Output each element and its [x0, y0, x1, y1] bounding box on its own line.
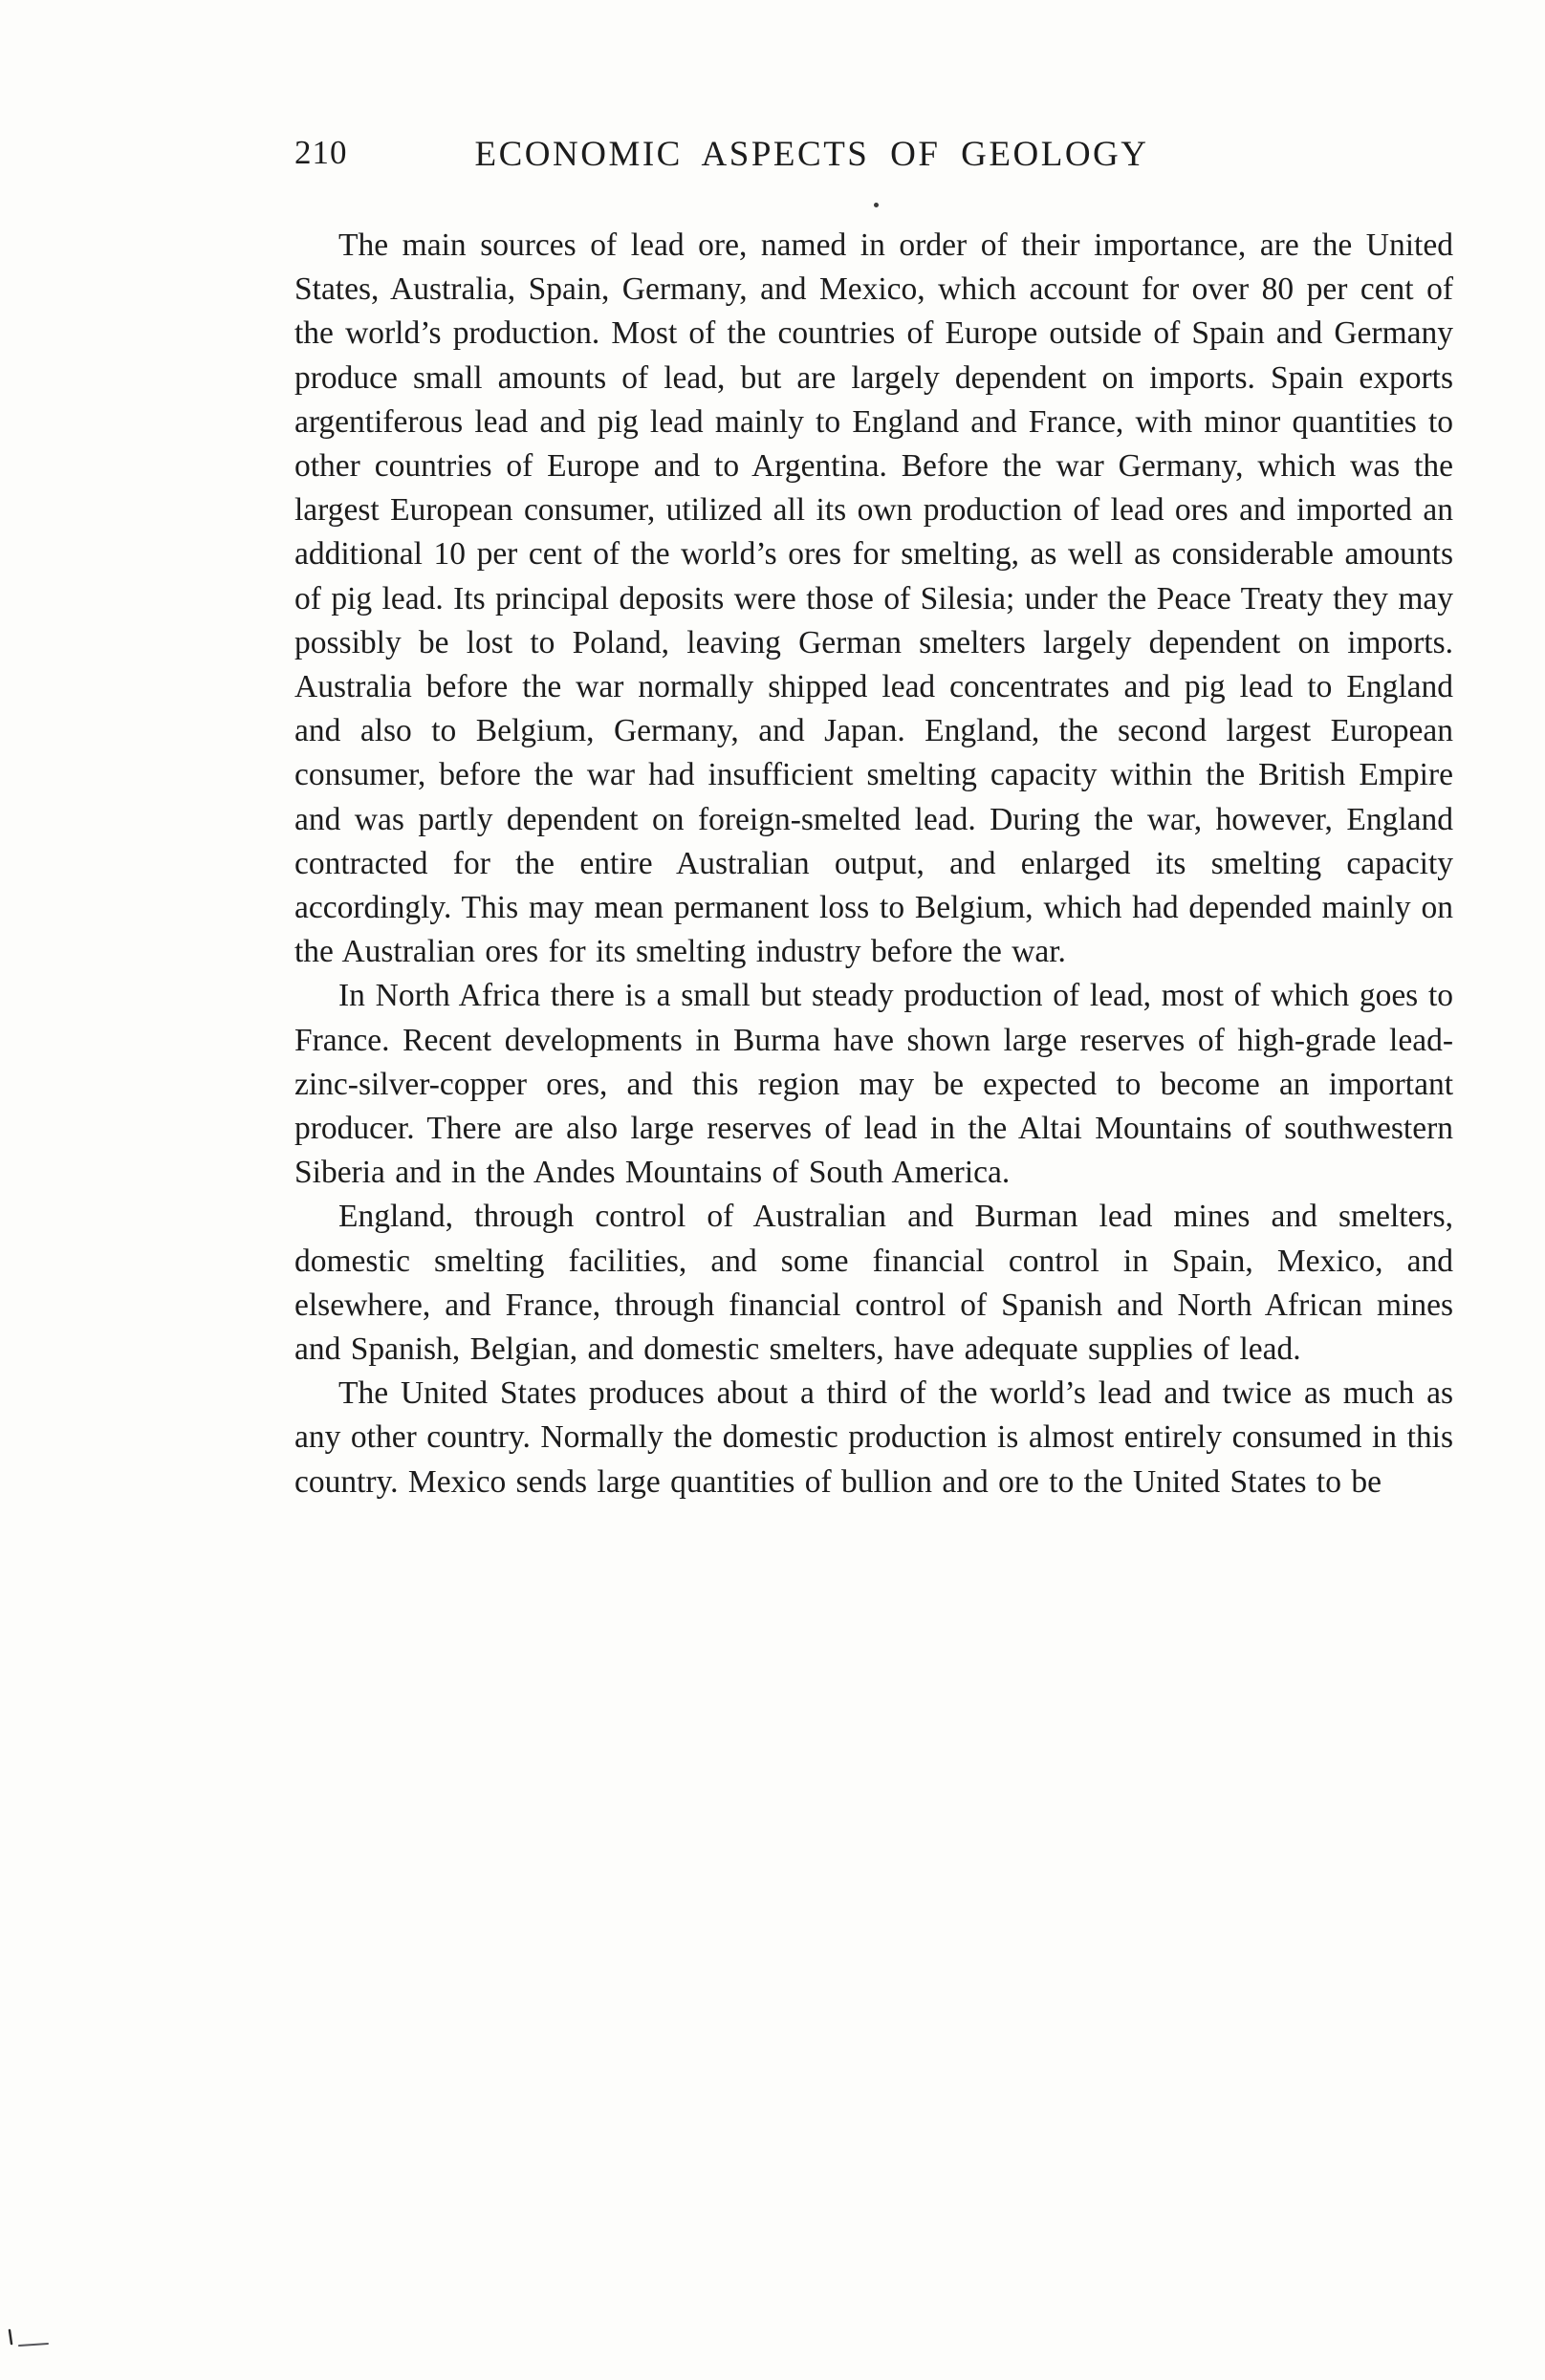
- paragraph-north-africa-burma: In North Africa there is a small but steady production of lead, most of which goes to France. Recent developments in Burma have shown large reserves of high-grade lead-zinc-silver-copper ores, and this region may be expected to become an important producer. There are also large reserves of lead in the Altai Mountains of southwestern Siberia and in the Andes Mountains of South America.: [294, 978, 1453, 1191]
- scan-dot-artifact: [874, 203, 879, 207]
- paragraph-lead-sources: The main sources of lead ore, named in order of their importance, are the United States, Australia, Spain, Germany, and Mexico, which account for over 80 per cent of the world’s production. Most of the countries of Europe outside of Spain and Germany produce small amounts of lead, but are largely dependent on imports. Spain exports argentiferous lead and pig lead mainly to England and France, with minor quantities to other countries of Europe and to Argentina. Before the war Germany, which was the largest European consumer, utilized all its own production of lead ores and imported an additional 10 per cent of the world’s ores for smelting, as well as considerable amounts of pig lead. Its principal deposits were those of Silesia; under the Peace Treaty they may possibly be lost to Poland, leaving German smelters largely dependent on imports. Australia before the war normally shipped lead concentrates and pig lead to England and also to Belgium, Germany, and Japan. England, the second largest European consumer, before the war had insufficient smelting capacity within the British Empire and was partly dependent on foreign-smelted lead. During the war, however, England contracted for the entire Australian output, and enlarged its smelting capacity accordingly. This may mean permanent loss to Belgium, which had depended mainly on the Australian ores for its smelting industry before the war.: [294, 227, 1453, 970]
- page-number: 210: [294, 134, 348, 171]
- paragraph-england-france-control: England, through control of Australian and Burman lead mines and smelters, domestic smelting facilities, and some financial control in Spain, Mexico, and elsewhere, and France, through financial control of Spanish and North African mines and Spanish, Belgian, and domestic smelters, have adequate supplies of lead.: [294, 1199, 1453, 1368]
- running-title: ECONOMIC ASPECTS OF GEOLOGY: [474, 135, 1149, 174]
- page-content: [294, 134, 1453, 1504]
- paragraph-united-states: The United States produces about a third of the world’s lead and twice as much as any other country. Normally the domestic production is almost entirely consumed in this country. Mexico sends large quantities of bullion and ore to the United States to be: [294, 1375, 1453, 1500]
- running-header: [294, 134, 1453, 187]
- pen-mark-artifact: [6, 2328, 63, 2353]
- text-block: [294, 224, 1453, 1504]
